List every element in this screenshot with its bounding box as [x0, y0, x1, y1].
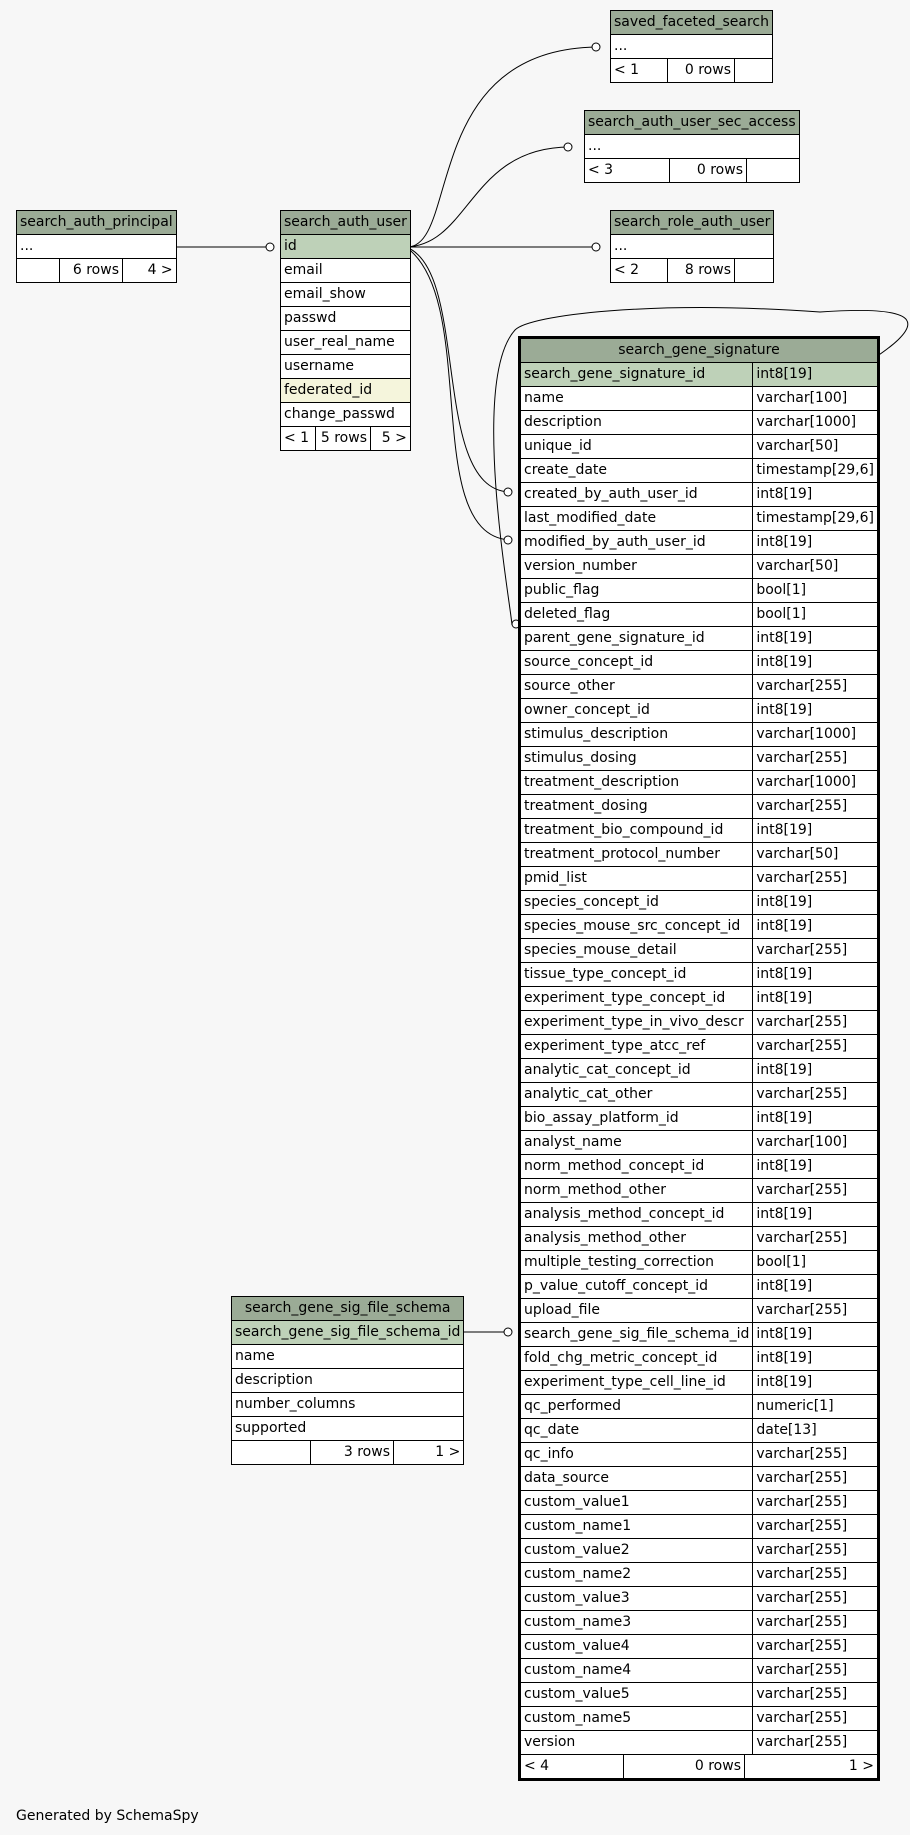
column-row — [520, 1683, 879, 1707]
column-type: int8[19] — [753, 987, 879, 1011]
column-name: custom_value1 — [520, 1491, 753, 1515]
column-type: int8[19] — [753, 627, 879, 651]
column-name: custom_name4 — [520, 1659, 753, 1683]
column-type: varchar[50] — [753, 843, 879, 867]
children-count — [747, 159, 800, 183]
link-user-to-sec-access — [406, 147, 570, 247]
column-row — [520, 1587, 879, 1611]
column-type: timestamp[29,6] — [753, 459, 879, 483]
column-row: number_columns — [232, 1393, 464, 1417]
column-row — [520, 987, 879, 1011]
column-row — [520, 1371, 879, 1395]
column-row — [520, 1035, 879, 1059]
column-name: treatment_bio_compound_id — [520, 819, 753, 843]
column-row — [520, 1611, 879, 1635]
children-count — [735, 259, 774, 283]
column-name: public_flag — [520, 579, 753, 603]
column-type: varchar[50] — [753, 435, 879, 459]
column-name: qc_info — [520, 1443, 753, 1467]
parents-count: < 1 — [611, 59, 668, 83]
column-type: varchar[255] — [753, 1083, 879, 1107]
column-name: upload_file — [520, 1299, 753, 1323]
column-type: varchar[255] — [753, 1707, 879, 1731]
column-name: created_by_auth_user_id — [520, 483, 753, 507]
column-type: varchar[255] — [753, 1491, 879, 1515]
column-name: custom_name3 — [520, 1611, 753, 1635]
column-row — [520, 1011, 879, 1035]
column-row — [520, 1635, 879, 1659]
column-row — [520, 1467, 879, 1491]
column-name: p_value_cutoff_concept_id — [520, 1275, 753, 1299]
column-row — [520, 507, 879, 531]
column-row: name — [232, 1345, 464, 1369]
row-count: 5 rows — [316, 427, 371, 451]
column-row — [520, 579, 879, 603]
column-name: custom_name2 — [520, 1563, 753, 1587]
row-count: 8 rows — [668, 259, 735, 283]
column-name: experiment_type_cell_line_id — [520, 1371, 753, 1395]
column-name: species_mouse_detail — [520, 939, 753, 963]
column-row: email — [281, 259, 411, 283]
column-name: version_number — [520, 555, 753, 579]
column-row — [520, 1539, 879, 1563]
column-name: custom_value5 — [520, 1683, 753, 1707]
column-row: description — [232, 1369, 464, 1393]
crow-foot-marker — [564, 143, 572, 151]
column-row — [520, 843, 879, 867]
column-row: ... — [611, 35, 773, 59]
column-name: modified_by_auth_user_id — [520, 531, 753, 555]
column-type: numeric[1] — [753, 1395, 879, 1419]
column-row: email_show — [281, 283, 411, 307]
column-name: custom_value2 — [520, 1539, 753, 1563]
column-name: stimulus_dosing — [520, 747, 753, 771]
column-row — [520, 555, 879, 579]
column-type: varchar[255] — [753, 1683, 879, 1707]
column-type: int8[19] — [753, 1347, 879, 1371]
column-name: version — [520, 1731, 753, 1755]
column-name: multiple_testing_correction — [520, 1251, 753, 1275]
column-row — [520, 675, 879, 699]
table-title: search_auth_user — [281, 211, 411, 235]
column-type: varchar[1000] — [753, 411, 879, 435]
column-row — [520, 1299, 879, 1323]
column-name: parent_gene_signature_id — [520, 627, 753, 651]
column-type: varchar[255] — [753, 1515, 879, 1539]
column-name: treatment_dosing — [520, 795, 753, 819]
column-type: int8[19] — [753, 1155, 879, 1179]
column-type: varchar[255] — [753, 1731, 879, 1755]
column-name: experiment_type_concept_id — [520, 987, 753, 1011]
column-type: varchar[255] — [753, 939, 879, 963]
column-row — [520, 1395, 879, 1419]
column-row — [520, 819, 879, 843]
column-type: int8[19] — [753, 1059, 879, 1083]
column-type: bool[1] — [753, 603, 879, 627]
column-type: varchar[255] — [753, 1179, 879, 1203]
column-row — [520, 1107, 879, 1131]
column-type: int8[19] — [753, 699, 879, 723]
generated-by-credit: Generated by SchemaSpy — [16, 1808, 199, 1824]
column-name: source_concept_id — [520, 651, 753, 675]
column-type: int8[19] — [753, 363, 879, 387]
column-type: varchar[255] — [753, 1587, 879, 1611]
column-row — [520, 1515, 879, 1539]
table-title: saved_faceted_search — [611, 11, 773, 35]
column-type: varchar[100] — [753, 1131, 879, 1155]
column-type: bool[1] — [753, 579, 879, 603]
column-row — [520, 411, 879, 435]
column-row — [520, 1251, 879, 1275]
column-name: analyst_name — [520, 1131, 753, 1155]
column-type: varchar[255] — [753, 1467, 879, 1491]
column-row — [520, 1275, 879, 1299]
column-type: int8[19] — [753, 891, 879, 915]
column-type: bool[1] — [753, 1251, 879, 1275]
column-row: passwd — [281, 307, 411, 331]
column-name: create_date — [520, 459, 753, 483]
column-type: varchar[50] — [753, 555, 879, 579]
column-type: int8[19] — [753, 1371, 879, 1395]
column-name: custom_name5 — [520, 1707, 753, 1731]
column-name: treatment_description — [520, 771, 753, 795]
column-type: varchar[255] — [753, 1563, 879, 1587]
row-count: 3 rows — [311, 1441, 394, 1465]
column-name: search_gene_sig_file_schema_id — [520, 1323, 753, 1347]
column-name: experiment_type_atcc_ref — [520, 1035, 753, 1059]
column-name: bio_assay_platform_id — [520, 1107, 753, 1131]
column-row — [520, 1707, 879, 1731]
column-name: custom_value3 — [520, 1587, 753, 1611]
column-row — [520, 651, 879, 675]
column-name: tissue_type_concept_id — [520, 963, 753, 987]
column-row — [520, 747, 879, 771]
column-row — [520, 1347, 879, 1371]
column-row: ... — [585, 135, 800, 159]
column-row — [520, 891, 879, 915]
table-title: search_gene_sig_file_schema — [232, 1297, 464, 1321]
children-count: 1 > — [848, 1758, 874, 1774]
column-row-primary-key — [520, 363, 879, 387]
column-row — [520, 483, 879, 507]
column-type: varchar[255] — [753, 1635, 879, 1659]
column-row: user_real_name — [281, 331, 411, 355]
column-row: username — [281, 355, 411, 379]
column-type: int8[19] — [753, 531, 879, 555]
column-row: ... — [17, 235, 177, 259]
table-search-gene-signature[interactable] — [518, 336, 880, 1781]
column-row — [520, 435, 879, 459]
footer-cell — [520, 1755, 879, 1780]
column-row-primary-key: search_gene_sig_file_schema_id — [232, 1321, 464, 1345]
column-row — [520, 867, 879, 891]
column-type: varchar[255] — [753, 1443, 879, 1467]
parents-count — [232, 1441, 311, 1465]
column-row — [520, 699, 879, 723]
column-row — [520, 771, 879, 795]
crow-foot-marker — [592, 243, 600, 251]
column-row — [520, 1179, 879, 1203]
column-row — [520, 1563, 879, 1587]
column-name: owner_concept_id — [520, 699, 753, 723]
table-search-auth-principal[interactable] — [16, 210, 177, 283]
column-name: norm_method_other — [520, 1179, 753, 1203]
parents-count: < 1 — [281, 427, 316, 451]
column-type: varchar[255] — [753, 747, 879, 771]
column-row — [520, 1059, 879, 1083]
column-row — [520, 723, 879, 747]
column-row — [520, 1419, 879, 1443]
column-row: supported — [232, 1417, 464, 1441]
column-row-indexed: federated_id — [281, 379, 411, 403]
column-type: varchar[255] — [753, 1611, 879, 1635]
column-name: analytic_cat_other — [520, 1083, 753, 1107]
column-row — [520, 1323, 879, 1347]
column-name: custom_name1 — [520, 1515, 753, 1539]
link-user-to-modified-by — [406, 247, 510, 540]
column-name: name — [520, 387, 753, 411]
column-row — [520, 1203, 879, 1227]
table-search-auth-user[interactable] — [280, 210, 411, 451]
column-type: varchar[255] — [753, 675, 879, 699]
column-row — [520, 1491, 879, 1515]
column-name: deleted_flag — [520, 603, 753, 627]
column-name: fold_chg_metric_concept_id — [520, 1347, 753, 1371]
column-type: int8[19] — [753, 819, 879, 843]
column-name: qc_performed — [520, 1395, 753, 1419]
row-count: 0 rows — [668, 59, 735, 83]
crow-foot-marker — [504, 1328, 512, 1336]
column-type: varchar[255] — [753, 1539, 879, 1563]
crow-foot-marker — [504, 488, 512, 496]
table-title: search_auth_user_sec_access — [585, 111, 800, 135]
children-count: 4 > — [123, 259, 177, 283]
column-row: change_passwd — [281, 403, 411, 427]
column-row — [520, 1659, 879, 1683]
column-name: analytic_cat_concept_id — [520, 1059, 753, 1083]
row-count: 6 rows — [60, 259, 123, 283]
column-name: treatment_protocol_number — [520, 843, 753, 867]
column-row — [520, 939, 879, 963]
column-type: int8[19] — [753, 1107, 879, 1131]
column-name: data_source — [520, 1467, 753, 1491]
table-footer — [520, 1755, 879, 1780]
column-type: varchar[255] — [753, 795, 879, 819]
column-type: varchar[1000] — [753, 771, 879, 795]
table-title: search_gene_signature — [520, 338, 879, 363]
column-type: int8[19] — [753, 651, 879, 675]
column-name: pmid_list — [520, 867, 753, 891]
column-name: species_mouse_src_concept_id — [520, 915, 753, 939]
column-row — [520, 1131, 879, 1155]
column-row — [520, 1155, 879, 1179]
column-name: unique_id — [520, 435, 753, 459]
column-type: varchar[1000] — [753, 723, 879, 747]
column-row — [520, 1443, 879, 1467]
column-type: varchar[100] — [753, 387, 879, 411]
table-title: search_role_auth_user — [611, 211, 774, 235]
column-type: date[13] — [753, 1419, 879, 1443]
row-count: 0 rows — [624, 1755, 745, 1778]
column-row — [520, 795, 879, 819]
children-count: 5 > — [371, 427, 411, 451]
column-row — [520, 915, 879, 939]
parents-count — [17, 259, 60, 283]
crow-foot-marker — [504, 536, 512, 544]
column-name: analysis_method_other — [520, 1227, 753, 1251]
column-name: source_other — [520, 675, 753, 699]
column-row: ... — [611, 235, 774, 259]
column-type: int8[19] — [753, 1323, 879, 1347]
column-name: stimulus_description — [520, 723, 753, 747]
column-row — [520, 627, 879, 651]
column-name: experiment_type_in_vivo_descr — [520, 1011, 753, 1035]
column-name: search_gene_signature_id — [520, 363, 753, 387]
crow-foot-marker — [266, 243, 274, 251]
column-type: varchar[255] — [753, 1299, 879, 1323]
table-search-gene-sig-file-schema[interactable] — [231, 1296, 464, 1465]
children-count — [735, 59, 773, 83]
column-name: norm_method_concept_id — [520, 1155, 753, 1179]
column-type: varchar[255] — [753, 1035, 879, 1059]
column-type: int8[19] — [753, 1275, 879, 1299]
column-row — [520, 1731, 879, 1755]
column-row — [520, 1083, 879, 1107]
parents-count: < 3 — [585, 159, 670, 183]
column-row — [520, 603, 879, 627]
column-name: description — [520, 411, 753, 435]
row-count: 0 rows — [670, 159, 747, 183]
table-search-role-auth-user[interactable] — [610, 210, 774, 283]
column-type: int8[19] — [753, 483, 879, 507]
column-name: last_modified_date — [520, 507, 753, 531]
column-name: qc_date — [520, 1419, 753, 1443]
parents-count: < 4 — [521, 1755, 624, 1778]
table-search-auth-user-sec-access[interactable] — [584, 110, 800, 183]
column-name: custom_value4 — [520, 1635, 753, 1659]
column-name: analysis_method_concept_id — [520, 1203, 753, 1227]
table-title: search_auth_principal — [17, 211, 177, 235]
column-row — [520, 387, 879, 411]
column-type: timestamp[29,6] — [753, 507, 879, 531]
column-type: varchar[255] — [753, 1659, 879, 1683]
column-row — [520, 1227, 879, 1251]
table-saved-faceted-search[interactable] — [610, 10, 773, 83]
parents-count: < 2 — [611, 259, 668, 283]
column-row-primary-key: id — [281, 235, 411, 259]
column-row — [520, 531, 879, 555]
children-count: 1 > — [394, 1441, 464, 1465]
column-row — [520, 459, 879, 483]
column-row — [520, 963, 879, 987]
column-type: varchar[255] — [753, 1011, 879, 1035]
column-type: varchar[255] — [753, 1227, 879, 1251]
column-type: int8[19] — [753, 915, 879, 939]
column-type: int8[19] — [753, 1203, 879, 1227]
column-name: species_concept_id — [520, 891, 753, 915]
column-type: varchar[255] — [753, 867, 879, 891]
column-type: int8[19] — [753, 963, 879, 987]
crow-foot-marker — [592, 43, 600, 51]
